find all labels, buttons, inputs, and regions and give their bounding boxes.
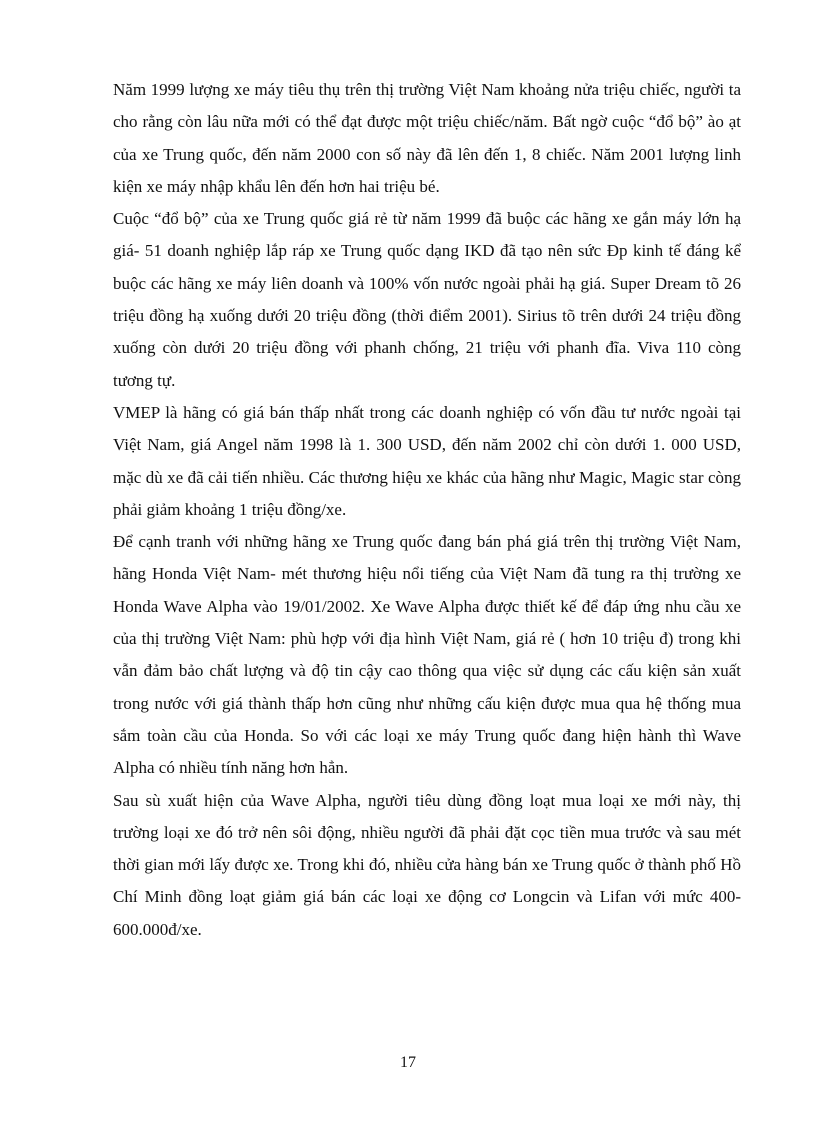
paragraph-1: Năm 1999 lượng xe máy tiêu thụ trên thị trường Việt Nam khoảng nửa triệu chiếc, người ta cho rằng còn lâu nữa mới có thể đạt được một triệu chiếc/năm. Bất ngờ cuộc “đổ bộ” ào ạt của xe Trung quốc, đến năm 2000 con số này đã lên đến 1, 8 chiếc. Năm 2001 lượng linh kiện xe máy nhập khẩu lên đến hơn hai triệu bé. bbox=[113, 80, 741, 196]
paragraph-3: VMEP là hãng có giá bán thấp nhất trong các doanh nghiệp có vốn đầu tư nước ngoài tại Việt Nam, giá Angel năm 1998 là 1. 300 USD, đến năm 2002 chỉ còn dưới 1. 000 USD, mặc dù xe đã cải tiến nhiều. Các thương hiệu xe khác của hãng như Magic, Magic star còng phải giảm khoảng 1 triệu đồng/xe. bbox=[113, 402, 741, 519]
paragraph-2: Cuộc “đổ bộ” của xe Trung quốc giá rẻ từ năm 1999 đã buộc các hãng xe gắn máy lớn hạ giá- 51 doanh nghiệp lắp ráp xe Trung quốc dạng IKD đã tạo nên sức Đp kinh tế đáng kể buộc các hãng xe máy liên doanh và 100% vốn nước ngoài phải hạ giá. Super Dream tõ 26 triệu đồng hạ xuống dưới 20 triệu đồng (thời điểm 2001). Sirius tõ trên dưới 24 triệu đồng xuống còn dưới 20 triệu đồng với phanh chống, 21 triệu với phanh đĩa. Viva 110 còng tương tự. bbox=[113, 209, 741, 390]
paragraph-4: Để cạnh tranh với những hãng xe Trung quốc đang bán phá giá trên thị trường Việt Nam, hãng Honda Việt Nam- mét thương hiệu nổi tiếng của Việt Nam đã tung ra thị trường xe Honda Wave Alpha vào 19/01/2002. Xe Wave Alpha được thiết kế để đáp ứng nhu cầu xe của thị trường Việt Nam: phù hợp với địa hình Việt Nam, giá rẻ ( hơn 10 triệu đ) trong khi vẫn đảm bảo chất lượng và độ tin cậy cao thông qua việc sử dụng các cấu kiện sản xuất trong nước với giá thành thấp hơn cũng như những cấu kiện được mua qua hệ thống mua sắm toàn cầu của Honda. So với các loại xe máy Trung quốc đang hiện hành thì Wave Alpha có nhiều tính năng hơn hẳn. bbox=[113, 532, 741, 778]
page-number: 17 bbox=[400, 1054, 416, 1071]
paragraph-5: Sau sù xuất hiện của Wave Alpha, người tiêu dùng đồng loạt mua loại xe mới này, thị trường loại xe đó trở nên sôi động, nhiều người đã phải đặt cọc tiền mua trước và sau mét thời gian mới lấy được xe. Trong khi đó, nhiều cửa hàng bán xe Trung quốc ở thành phố Hồ Chí Minh đồng loạt giảm giá bán các loại xe động cơ Longcin và Lifan với mức 400- 600.000đ/xe. bbox=[113, 790, 741, 939]
body-text bbox=[113, 74, 741, 946]
